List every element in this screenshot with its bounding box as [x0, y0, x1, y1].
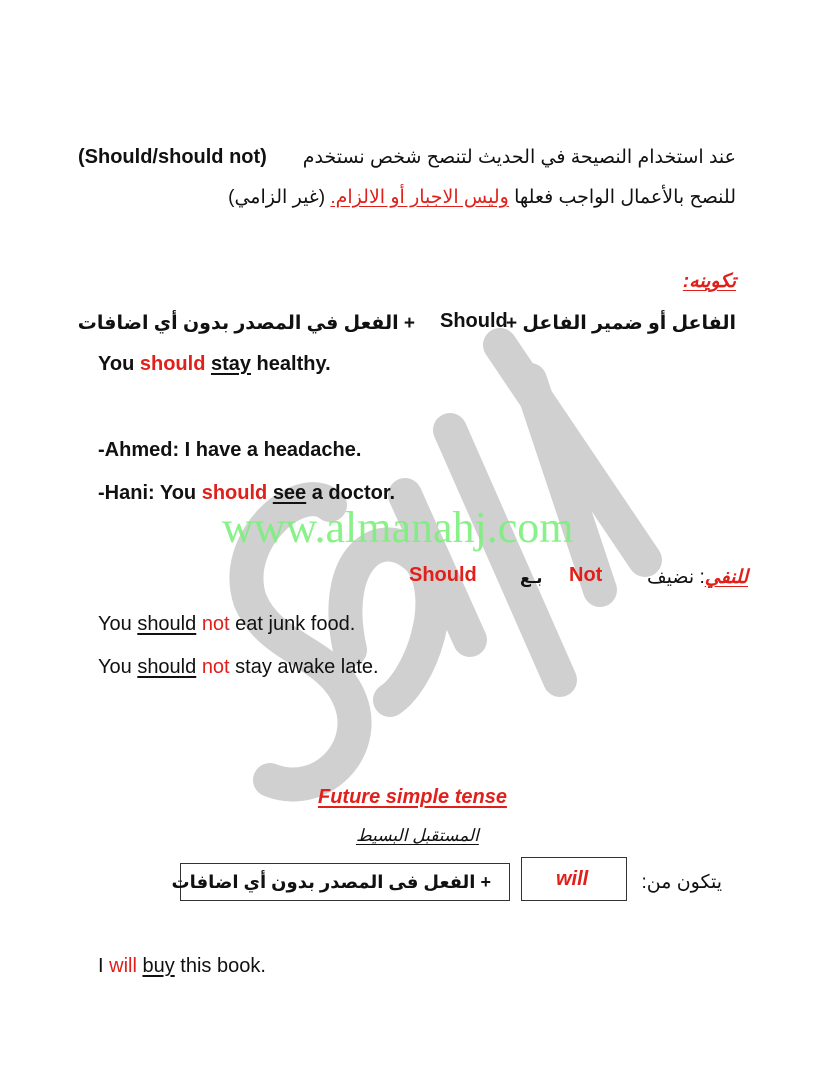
neg1-start: You	[98, 613, 138, 635]
example-sentence	[98, 353, 331, 376]
intro-line2	[228, 186, 736, 209]
formation-should: Should	[440, 310, 508, 332]
future-example	[98, 955, 266, 978]
negation-should: Should	[409, 564, 477, 586]
negation-heading: للنفي	[704, 567, 748, 588]
intro-line2-start: للنصح بالأعمال الواجب فعلها	[514, 187, 736, 208]
future-title: Future simple tense	[318, 786, 507, 808]
neg1-end: eat junk food.	[229, 613, 356, 635]
neg2-end: stay awake late.	[229, 656, 379, 678]
neg2-not: not	[201, 656, 230, 678]
formation-verb: + الفعل في المصدر بدون أي اضافات	[77, 313, 415, 334]
negation-label	[647, 566, 748, 589]
example-text-start: You	[98, 353, 140, 375]
future-title-arabic: المستقبل البسيط	[356, 826, 479, 845]
hani-verb: see	[272, 482, 307, 504]
hani-text-end: a doctor.	[306, 482, 396, 504]
neg1-modal: should	[137, 613, 197, 635]
negation-add: نضيف	[647, 567, 695, 588]
formation-subject: الفاعل أو ضمير الفاعل +	[506, 313, 736, 334]
verb-box	[171, 863, 510, 901]
intro-line1-english: (Should/should not)	[78, 146, 267, 168]
intro-line2-emphasis: وليس الاجبار أو الالزام.	[330, 187, 509, 208]
example-modal: should	[139, 353, 206, 375]
neg1-not: not	[201, 613, 230, 635]
example-verb: stay	[210, 353, 251, 375]
website-watermark: www.almanahj.com	[222, 503, 574, 552]
hani-text-start: -Hani: You	[98, 482, 202, 504]
negation-with: بـع	[520, 570, 543, 587]
future-ex-verb: buy	[142, 955, 175, 977]
negation-example-2	[98, 656, 379, 679]
negation-colon: :	[699, 567, 705, 588]
verb-box-text: + الفعل فى المصدر بدون أي اضافات	[171, 872, 491, 892]
future-consists: يتكون من:	[641, 872, 722, 893]
future-ex-modal: will	[109, 955, 137, 977]
formation-heading: تكوينه:	[682, 271, 736, 292]
example-text-end: healthy.	[251, 353, 331, 375]
intro-line1-arabic: عند استخدام النصيحة في الحديث لتنصح شخص نستخدم	[302, 147, 736, 168]
neg2-modal: should	[137, 656, 197, 678]
negation-not: Not	[569, 564, 603, 586]
dialogue-line-ahmed: -Ahmed: I have a headache.	[98, 439, 362, 461]
will-box-text: will	[556, 868, 589, 890]
hani-modal: should	[201, 482, 268, 504]
intro-line2-end: (غير الزامي)	[228, 187, 326, 208]
future-ex-start: I	[98, 955, 110, 977]
future-ex-end: this book.	[174, 955, 266, 977]
neg2-start: You	[98, 656, 138, 678]
negation-example-1	[98, 613, 355, 636]
will-box	[521, 857, 627, 901]
